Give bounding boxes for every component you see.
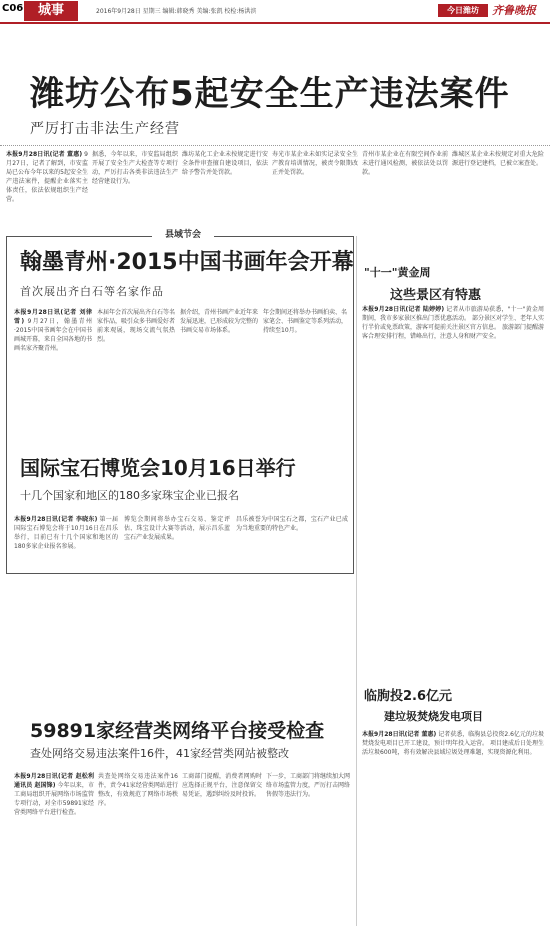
article3-paragraph: 工商部门提醒，消费者网购时应选择正规平台，注意保留交易凭证，遇到纠纷及时投诉。 (182, 773, 262, 798)
sidebar-paragraph: 旅游部门提醒游客合理安排行程，错峰出行，注意人身和财产安全。 (362, 324, 544, 340)
box-label: 县域节会 (152, 229, 214, 241)
sidebar-title-4: 建垃圾焚烧发电项目 (384, 710, 483, 723)
article3-column-3 (182, 772, 262, 922)
article3-column-2 (98, 772, 178, 922)
article2-paragraph: 第一届国际宝石博览会将于10月16日在昌乐举行，目前已有十几个国家和地区的180多家企业报名参展。 (14, 516, 118, 550)
lead-column-3 (182, 150, 268, 220)
page-number: C06 (2, 3, 24, 14)
article2-column-1 (14, 515, 118, 569)
sidebar-divider (356, 236, 357, 926)
article1-byline: 本报9月28日讯(记者 刘律雪) (14, 309, 92, 325)
sidebar-story-2 (362, 730, 544, 925)
article1-paragraph: 据介绍，青州书画产业近年来发展迅速，已形成较为完整的书画交易市场体系。 (180, 309, 258, 334)
lead-column-1 (6, 150, 88, 220)
lead-paragraph: 潍坊某化工企业未按规定进行安全条件审查擅自建设项目，依法给予警告并处罚款。 (182, 151, 268, 176)
article3-column-4 (266, 772, 350, 922)
article3-subtitle: 查处网络交易违法案件16件，41家经营类网站被整改 (30, 747, 289, 760)
sidebar-title-2: 这些景区有特惠 (390, 288, 482, 303)
lead-column-4 (272, 150, 358, 220)
article2-subtitle: 十几个国家和地区的180多家珠宝企业已报名 (20, 489, 239, 502)
sidebar-paragraph: 记者从市旅游局获悉，"十一"黄金周期间，我市多家景区推出门票优惠活动。 (362, 306, 544, 322)
lead-paragraph: 潍城区某企业未按规定对重大危险源进行登记建档，已被立案查处。 (452, 151, 544, 167)
article3-paragraph: 今年以来，市工商局组织开展网络市场监管专项行动，对全市59891家经营类网络平台进行检查。 (14, 782, 94, 816)
sidebar-paragraph: 部分景区对学生、老年人实行半价或免票政策，游客可提前关注景区官方信息。 (362, 315, 544, 331)
article2-paragraph: 昌乐被誉为中国宝石之都，宝石产业已成为当地重要的特色产业。 (236, 516, 348, 532)
sidebar-title-1: "十一"黄金周 (364, 266, 431, 279)
sidebar-byline: 本报9月28日讯(记者 陆婷婷) (362, 306, 445, 313)
lead-byline: 本报9月28日讯(记者 董惠) (6, 151, 83, 158)
article1-title: 翰墨青州·2015中国书画年会开幕 (20, 250, 354, 275)
lead-column-6 (452, 150, 544, 220)
lead-paragraph: 据悉，今年以来，市安监局组织开展了安全生产大检查等专项行动，严厉打击各类非法违法生产经营建设行为。 (92, 151, 178, 185)
article3-column-1 (14, 772, 94, 922)
article1-column-1 (14, 308, 92, 438)
sidebar-paragraph: 项目建成后日处理生活垃圾600吨，将有效解决县域垃圾处理难题，实现资源化利用。 (362, 740, 544, 756)
lead-paragraph: 青州市某企业在有限空间作业前未进行通风检测，被依法处以罚款。 (362, 151, 448, 176)
sidebar-paragraph: 记者获悉，临朐县总投资2.6亿元的垃圾焚烧发电项目已开工建设，预计明年投入运营。 (362, 731, 544, 747)
sidebar-story-1 (362, 305, 544, 675)
article2-byline: 本报9月28日讯(记者 李晓东) (14, 516, 98, 523)
article1-column-3 (180, 308, 258, 438)
article2-continued (10, 580, 350, 700)
header-info: 2016年9月28日 星期三 编辑:韩晓秀 美编:张凯 校检:杨洪滨 (96, 8, 257, 15)
lead-paragraph: 寿光市某企业未如实记录安全生产教育培训情况，被责令限期改正并处罚款。 (272, 151, 358, 176)
article2-column-2 (124, 515, 230, 569)
article3-paragraph: 下一步，工商部门将继续加大网络市场监管力度，严厉打击网络售假等违法行为。 (266, 773, 350, 798)
article1-paragraph: 本届年会首次展出齐白石等名家作品，吸引众多书画爱好者前来观展，现场交流气氛热烈。 (97, 309, 175, 343)
article3-paragraph: 共查处网络交易违法案件16件，责令41家经营类网站进行整改，有效规范了网络市场秩序。 (98, 773, 178, 807)
divider (0, 145, 550, 146)
brand-logo: 齐鲁晚报 (492, 4, 536, 17)
article1-paragraph: 9月27日，翰墨青州·2015中国书画年会在中国书画城开幕，来自全国各地的书画名家齐聚青州。 (14, 318, 92, 352)
article1-column-2 (97, 308, 175, 438)
lead-column-5 (362, 150, 448, 220)
section-label: 城事 (24, 1, 78, 21)
article2-paragraph: 博览会期间将举办宝石交易、鉴定评估、珠宝设计大赛等活动，展示昌乐蓝宝石产业发展成果。 (124, 516, 230, 541)
article3-title: 59891家经营类网络平台接受检查 (30, 720, 325, 742)
header-rule (0, 22, 550, 24)
article3-byline: 本报9月28日讯(记者 赵松利 通讯员 赵国锋) (14, 773, 94, 789)
lead-column-2 (92, 150, 178, 220)
article1-paragraph: 年会期间还将举办书画拍卖、名家笔会、书画鉴定等系列活动，持续至10月。 (263, 309, 347, 334)
brand-badge: 今日潍坊 (438, 4, 488, 17)
sidebar-title-3: 临朐投2.6亿元 (364, 689, 453, 704)
lead-subtitle: 严厉打击非法生产经营 (30, 121, 180, 137)
article1-column-4 (263, 308, 347, 438)
lead-paragraph: 9月27日，记者了解到，市安监局已公布今年以来的5起安全生产违法案件，提醒企业落实主体责任，依法依规组织生产经营。 (6, 151, 88, 203)
sidebar-byline: 本报9月28日讯(记者 董惠) (362, 731, 437, 738)
lead-title: 潍坊公布5起安全生产违法案件 (30, 74, 510, 114)
article1-subtitle: 首次展出齐白石等名家作品 (20, 285, 164, 298)
article2-title: 国际宝石博览会10月16日举行 (20, 456, 296, 480)
article2-column-3 (236, 515, 348, 569)
